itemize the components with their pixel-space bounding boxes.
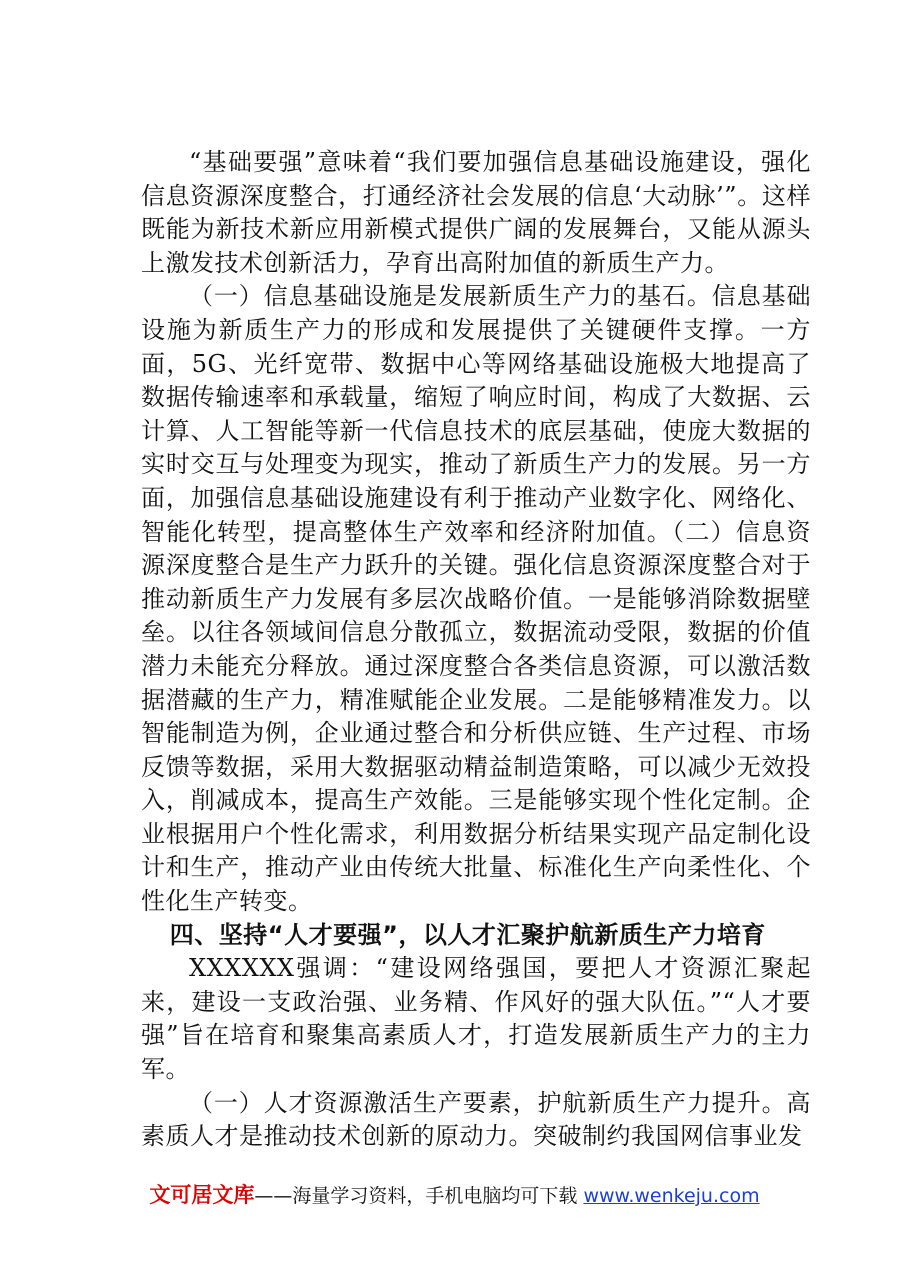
footer-banner: [0, 1181, 909, 1210]
paragraph-foundation: “基础要强”意味着“我们要加强信息基础设施建设，强化信息资源深度整合，打通经济社会发展的信息‘大动脉’”。这样既能为新技术新应用新模式提供广阔的发展舞台，又能从源头上激发技术创新活力，孕育出高附加值的新质生产力。: [141, 148, 811, 277]
footer-slogan: ——海量学习资料，手机电脑均可下载: [254, 1185, 578, 1207]
footer-brand: 文可居文库: [149, 1183, 255, 1207]
paragraph-talent-intro: XXXXXX强调：“建设网络强国，要把人才资源汇聚起来，建设一支政治强、业务精、作风好的强大队伍。”“人才要强”旨在培育和聚集高素质人才，打造发展新质生产力的主力军。: [141, 954, 811, 1084]
paragraph-info-infrastructure: （一）信息基础设施是发展新质生产力的基石。信息基础设施为新质生产力的形成和发展提供了关键硬件支撑。一方面，5G、光纤宽带、数据中心等网络基础设施极大地提高了数据传输速率和承载量，缩短了响应时间，构成了大数据、云计算、人工智能等新一代信息技术的底层基础，使庞大数据的实时交互与处理变为现实，推动了新质生产力的发展。另一方面，加强信息基础设施建设有利于推动产业数字化、网络化、智能化转型，提高整体生产效率和经济附加值。（二）信息资源深度整合是生产力跃升的关键。强化信息资源深度整合对于推动新质生产力发展有多层次战略价值。一是能够消除数据壁垒。以往各领域间信息分散孤立，数据流动受限，数据的价值潜力未能充分释放。通过深度整合各类信息资源，可以激活数据潜藏的生产力，精准赋能企业发展。二是能够精准发力。以智能制造为例，企业通过整合和分析供应链、生产过程、市场反馈等数据，采用大数据驱动精益制造策略，可以减少无效投入，削减成本，提高生产效能。三是能够实现个性化定制。企业根据用户个性化需求，利用数据分析结果实现产品定制化设计和生产，推动产业由传统大批量、标准化生产向柔性化、个性化生产转变。: [141, 282, 811, 916]
footer-site-link[interactable]: www.wenkeju.com: [583, 1185, 760, 1207]
document-body: [141, 146, 811, 1154]
paragraph-talent-resources: （一）人才资源激活生产要素，护航新质生产力提升。高素质人才是推动技术创新的原动力。突破制约我国网信事业发: [141, 1088, 811, 1151]
section-heading: 四、坚持“人才要强”，以人才汇聚护航新质生产力培育: [169, 920, 766, 949]
